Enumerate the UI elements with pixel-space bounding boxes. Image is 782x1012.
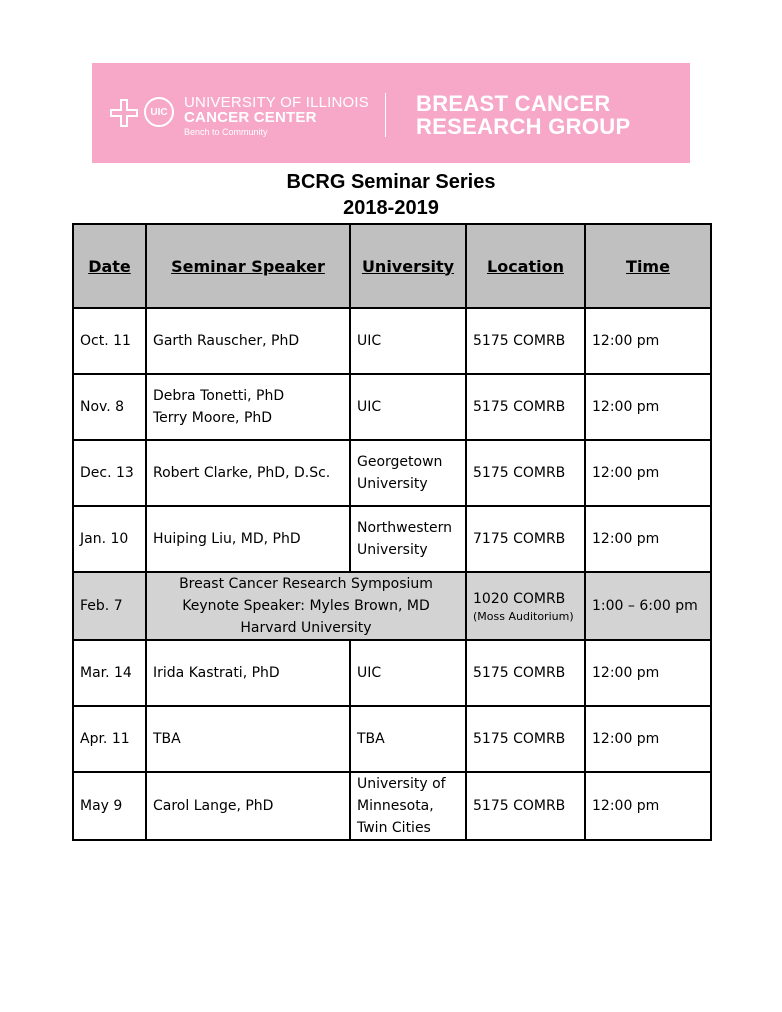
cell-date: Apr. 11: [73, 706, 146, 772]
location-line: 1020 COMRB: [473, 591, 566, 607]
cell-time: 1:00 – 6:00 pm: [585, 572, 711, 640]
table-row: [73, 640, 711, 706]
table-row: [73, 308, 711, 374]
cell-university: [350, 706, 466, 772]
cell-location: 5175 COMRB: [466, 374, 585, 440]
speaker-line: Terry Moore, PhD: [153, 410, 273, 426]
university-line: TBA: [357, 731, 385, 747]
page-title: BCRG Seminar Series: [286, 171, 496, 193]
cell-university: [350, 640, 466, 706]
cell-university: [350, 506, 466, 572]
table-row: [73, 706, 711, 772]
table-row-symposium: [73, 572, 711, 640]
event-line: Breast Cancer Research Symposium: [179, 576, 433, 592]
seminar-schedule-table: [72, 223, 712, 841]
speaker-line: Robert Clarke, PhD, D.Sc.: [153, 465, 331, 481]
university-line: University of: [357, 776, 446, 792]
cell-location: 5175 COMRB: [466, 640, 585, 706]
table-row: [73, 440, 711, 506]
cell-time: 12:00 pm: [585, 506, 711, 572]
uic-logo: UIC: [144, 97, 174, 127]
header-time: Time: [585, 224, 711, 308]
cell-speaker: [146, 706, 350, 772]
cell-location: 5175 COMRB: [466, 772, 585, 840]
uic-name-line2: CANCER CENTER: [184, 109, 317, 126]
cell-date: Nov. 8: [73, 374, 146, 440]
cell-date: Jan. 10: [73, 506, 146, 572]
table-header-row: [73, 224, 711, 308]
event-line: Harvard University: [240, 620, 372, 636]
uic-cross-logo-icon: [110, 99, 138, 127]
uic-name-line1: UNIVERSITY OF ILLINOIS: [184, 94, 370, 111]
cell-location: 7175 COMRB: [466, 506, 585, 572]
speaker-line: Carol Lange, PhD: [153, 798, 274, 814]
banner-divider: [385, 93, 386, 137]
university-line: University: [357, 542, 428, 558]
cell-speaker: [146, 506, 350, 572]
cell-speaker: [146, 374, 350, 440]
cell-time: 12:00 pm: [585, 640, 711, 706]
speaker-line: Huiping Liu, MD, PhD: [153, 531, 301, 547]
cell-university: [350, 374, 466, 440]
cell-speaker: [146, 308, 350, 374]
cell-event: [146, 572, 466, 640]
group-name-line2: RESEARCH GROUP: [416, 114, 631, 139]
university-line: Northwestern: [357, 520, 452, 536]
cell-time: 12:00 pm: [585, 374, 711, 440]
cell-location: [466, 572, 585, 640]
cell-time: 12:00 pm: [585, 308, 711, 374]
university-line: Minnesota,: [357, 798, 434, 814]
cell-date: Oct. 11: [73, 308, 146, 374]
cell-university: [350, 440, 466, 506]
speaker-line: TBA: [153, 731, 181, 747]
cell-date: Mar. 14: [73, 640, 146, 706]
cell-location: 5175 COMRB: [466, 706, 585, 772]
cell-university: [350, 772, 466, 840]
page-subtitle-year: 2018-2019: [343, 197, 439, 219]
uic-tagline: Bench to Community: [184, 127, 268, 137]
cell-date: May 9: [73, 772, 146, 840]
cell-time: 12:00 pm: [585, 440, 711, 506]
cell-time: 12:00 pm: [585, 772, 711, 840]
university-line: University: [357, 476, 428, 492]
cell-location: 5175 COMRB: [466, 440, 585, 506]
university-line: UIC: [357, 665, 382, 681]
university-line: Twin Cities: [357, 820, 431, 836]
cell-location: 5175 COMRB: [466, 308, 585, 374]
university-line: Georgetown: [357, 454, 443, 470]
speaker-line: Irida Kastrati, PhD: [153, 665, 280, 681]
header-speaker: Seminar Speaker: [146, 224, 350, 308]
cell-date: Feb. 7: [73, 572, 146, 640]
cell-speaker: [146, 772, 350, 840]
group-name-line1: BREAST CANCER: [416, 91, 611, 116]
cell-time: 12:00 pm: [585, 706, 711, 772]
university-line: UIC: [357, 333, 382, 349]
cell-university: [350, 308, 466, 374]
location-note: (Moss Auditorium): [473, 610, 574, 623]
header-banner: [92, 63, 690, 163]
cell-date: Dec. 13: [73, 440, 146, 506]
header-university: University: [350, 224, 466, 308]
header-location: Location: [466, 224, 585, 308]
speaker-line: Debra Tonetti, PhD: [153, 388, 285, 404]
table-row: [73, 374, 711, 440]
speaker-line: Garth Rauscher, PhD: [153, 333, 300, 349]
university-line: UIC: [357, 399, 382, 415]
table-row: [73, 506, 711, 572]
cell-speaker: [146, 640, 350, 706]
table-row: [73, 772, 711, 840]
event-line: Keynote Speaker: Myles Brown, MD: [182, 598, 430, 614]
header-date: Date: [73, 224, 146, 308]
cell-speaker: [146, 440, 350, 506]
